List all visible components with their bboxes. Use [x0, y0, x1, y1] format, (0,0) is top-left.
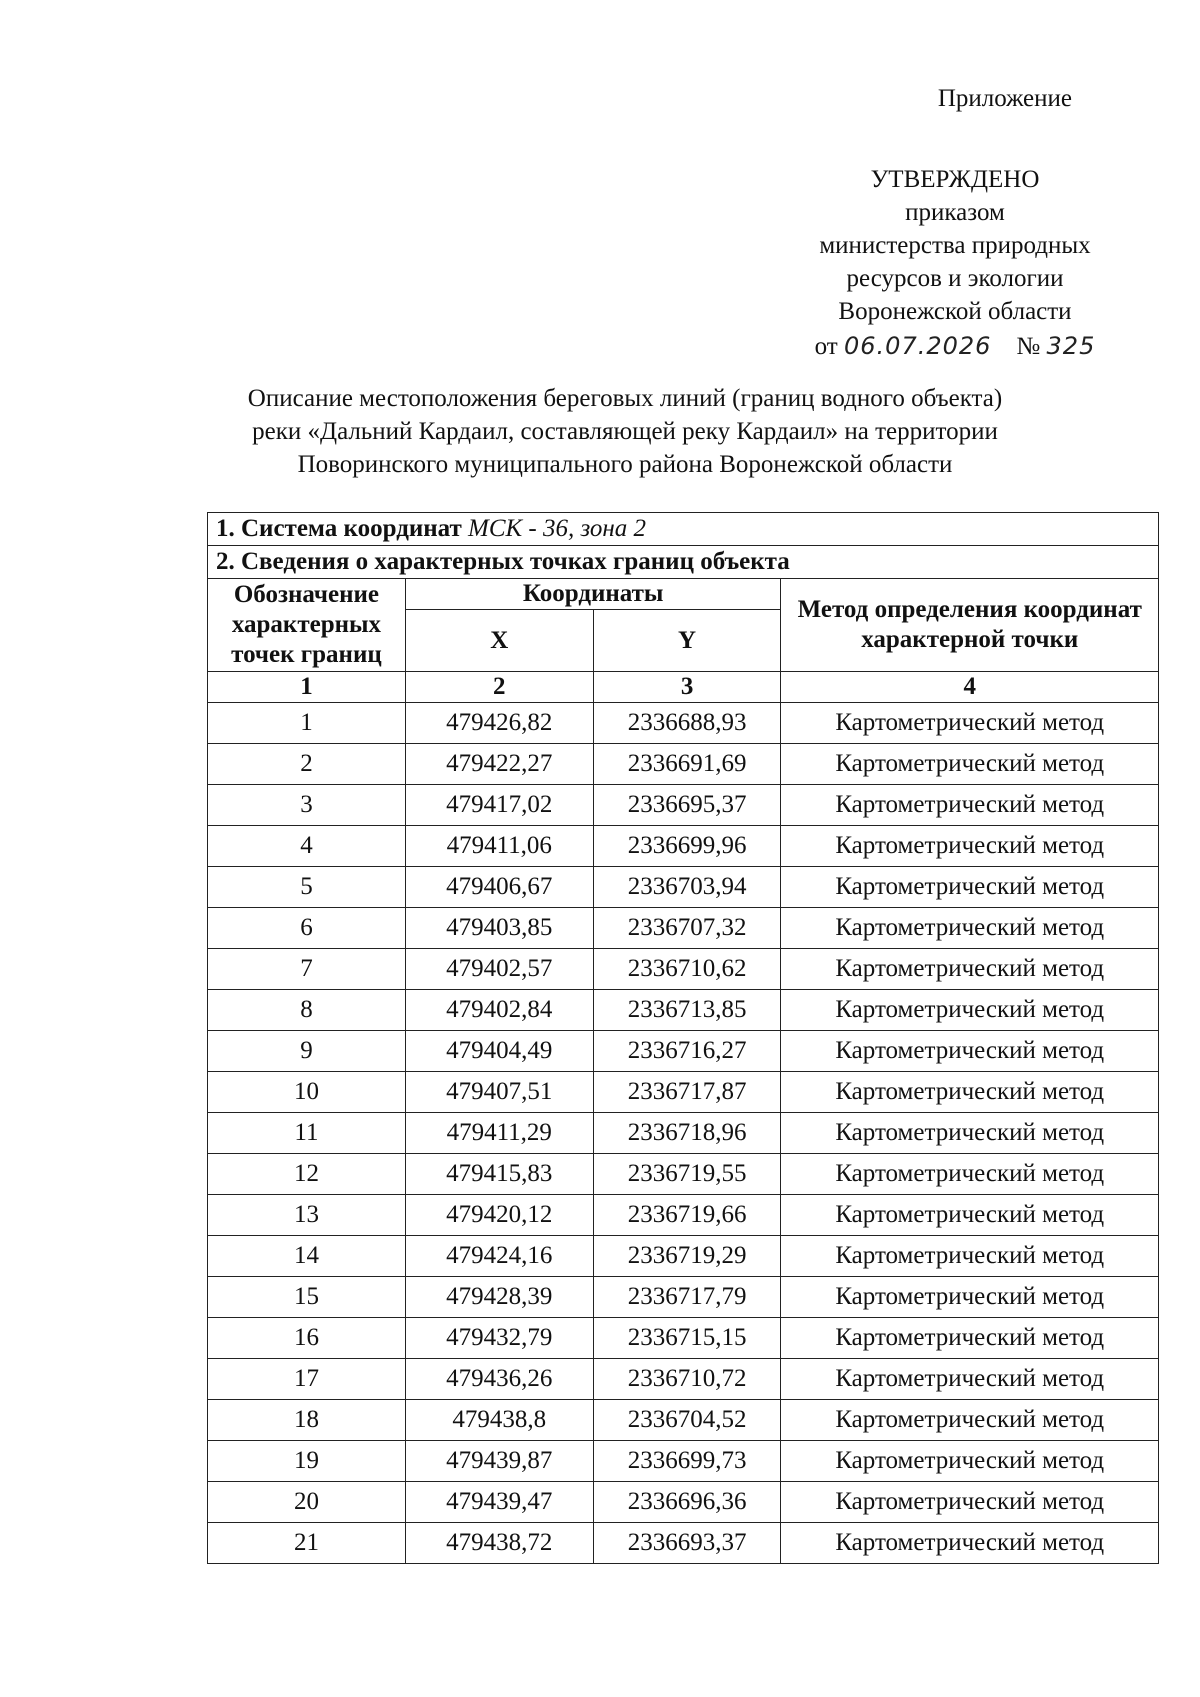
y-coordinate-cell: 2336707,32	[593, 908, 781, 949]
y-coordinate-cell: 2336699,73	[593, 1441, 781, 1482]
document-title	[210, 382, 1040, 481]
coordinates-table	[207, 512, 1159, 1564]
method-cell: Картометрический метод	[781, 1154, 1159, 1195]
y-coordinate-cell: 2336719,55	[593, 1154, 781, 1195]
x-coordinate-cell: 479406,67	[405, 867, 593, 908]
point-number-cell: 9	[208, 1031, 406, 1072]
table-row	[208, 1195, 1159, 1236]
x-coordinate-cell: 479438,8	[405, 1400, 593, 1441]
y-coordinate-cell: 2336717,87	[593, 1072, 781, 1113]
x-coordinate-cell: 479403,85	[405, 908, 593, 949]
y-coordinate-cell: 2336703,94	[593, 867, 781, 908]
coordinate-system-label: 1. Система координат	[216, 515, 462, 542]
table-row	[208, 1277, 1159, 1318]
y-coordinate-cell: 2336718,96	[593, 1113, 781, 1154]
point-number-cell: 13	[208, 1195, 406, 1236]
point-number-cell: 4	[208, 826, 406, 867]
point-number-cell: 20	[208, 1482, 406, 1523]
method-cell: Картометрический метод	[781, 1031, 1159, 1072]
approved-label: УТВЕРЖДЕНО	[870, 166, 1040, 193]
order-date-number	[780, 330, 1130, 363]
method-cell: Картометрический метод	[781, 1113, 1159, 1154]
table-row	[208, 1236, 1159, 1277]
y-coordinate-cell: 2336695,37	[593, 785, 781, 826]
point-number-cell: 18	[208, 1400, 406, 1441]
title-line: Описание местоположения береговых линий (границ водного объекта)	[247, 385, 1003, 412]
approval-line: приказом	[905, 199, 1005, 226]
method-cell: Картометрический метод	[781, 867, 1159, 908]
handwritten-date: 06.07.2026	[844, 332, 992, 360]
x-coordinate-cell: 479428,39	[405, 1277, 593, 1318]
title-line: Поворинского муниципального района Воронежской области	[297, 451, 953, 478]
y-coordinate-cell: 2336704,52	[593, 1400, 781, 1441]
approval-line: ресурсов и экологии	[846, 265, 1064, 292]
col-header-x: X	[405, 610, 593, 672]
point-number-cell: 21	[208, 1523, 406, 1564]
column-number: 4	[781, 672, 1159, 703]
table-row	[208, 1113, 1159, 1154]
col-header-y: Y	[593, 610, 781, 672]
table-row	[208, 1031, 1159, 1072]
method-cell: Картометрический метод	[781, 1195, 1159, 1236]
method-cell: Картометрический метод	[781, 703, 1159, 744]
x-coordinate-cell: 479417,02	[405, 785, 593, 826]
method-cell: Картометрический метод	[781, 1072, 1159, 1113]
method-cell: Картометрический метод	[781, 785, 1159, 826]
x-coordinate-cell: 479407,51	[405, 1072, 593, 1113]
y-coordinate-cell: 2336688,93	[593, 703, 781, 744]
point-number-cell: 6	[208, 908, 406, 949]
x-coordinate-cell: 479415,83	[405, 1154, 593, 1195]
point-number-cell: 3	[208, 785, 406, 826]
table-row	[208, 1072, 1159, 1113]
point-number-cell: 16	[208, 1318, 406, 1359]
x-coordinate-cell: 479426,82	[405, 703, 593, 744]
col-header-coordinates: Координаты	[405, 579, 781, 610]
point-number-cell: 5	[208, 867, 406, 908]
x-coordinate-cell: 479402,84	[405, 990, 593, 1031]
x-coordinate-cell: 479402,57	[405, 949, 593, 990]
point-number-cell: 8	[208, 990, 406, 1031]
approval-block	[780, 82, 1130, 363]
table-body	[208, 703, 1159, 1564]
table-row	[208, 1318, 1159, 1359]
table-row	[208, 1482, 1159, 1523]
x-coordinate-cell: 479436,26	[405, 1359, 593, 1400]
method-cell: Картометрический метод	[781, 990, 1159, 1031]
y-coordinate-cell: 2336710,62	[593, 949, 781, 990]
column-number: 3	[593, 672, 781, 703]
table-row	[208, 703, 1159, 744]
table-row	[208, 826, 1159, 867]
x-coordinate-cell: 479424,16	[405, 1236, 593, 1277]
column-number: 1	[208, 672, 406, 703]
method-cell: Картометрический метод	[781, 1400, 1159, 1441]
point-number-cell: 12	[208, 1154, 406, 1195]
y-coordinate-cell: 2336713,85	[593, 990, 781, 1031]
y-coordinate-cell: 2336699,96	[593, 826, 781, 867]
points-info-heading: 2. Сведения о характерных точках границ объекта	[208, 546, 1159, 579]
approval-line: Воронежской области	[838, 298, 1072, 325]
handwritten-number: 325	[1046, 332, 1096, 360]
method-cell: Картометрический метод	[781, 1236, 1159, 1277]
table-row	[208, 1441, 1159, 1482]
point-number-cell: 1	[208, 703, 406, 744]
y-coordinate-cell: 2336715,15	[593, 1318, 781, 1359]
date-prefix: от	[814, 333, 838, 360]
point-number-cell: 7	[208, 949, 406, 990]
table-row	[208, 785, 1159, 826]
column-number: 2	[405, 672, 593, 703]
x-coordinate-cell: 479411,06	[405, 826, 593, 867]
point-number-cell: 15	[208, 1277, 406, 1318]
column-number-row	[208, 672, 1159, 703]
x-coordinate-cell: 479411,29	[405, 1113, 593, 1154]
method-cell: Картометрический метод	[781, 1482, 1159, 1523]
x-coordinate-cell: 479422,27	[405, 744, 593, 785]
point-number-cell: 19	[208, 1441, 406, 1482]
table-row	[208, 1154, 1159, 1195]
point-number-cell: 10	[208, 1072, 406, 1113]
method-cell: Картометрический метод	[781, 826, 1159, 867]
method-cell: Картометрический метод	[781, 1441, 1159, 1482]
table-row	[208, 949, 1159, 990]
x-coordinate-cell: 479438,72	[405, 1523, 593, 1564]
x-coordinate-cell: 479404,49	[405, 1031, 593, 1072]
point-number-cell: 11	[208, 1113, 406, 1154]
approval-line: министерства природных	[819, 232, 1091, 259]
table-row	[208, 1359, 1159, 1400]
y-coordinate-cell: 2336696,36	[593, 1482, 781, 1523]
method-cell: Картометрический метод	[781, 1359, 1159, 1400]
x-coordinate-cell: 479432,79	[405, 1318, 593, 1359]
y-coordinate-cell: 2336710,72	[593, 1359, 781, 1400]
method-cell: Картометрический метод	[781, 1523, 1159, 1564]
title-line: реки «Дальний Кардаил, составляющей реку Кардаил» на территории	[252, 418, 998, 445]
table-row	[208, 1400, 1159, 1441]
table-row	[208, 1523, 1159, 1564]
x-coordinate-cell: 479439,87	[405, 1441, 593, 1482]
method-cell: Картометрический метод	[781, 1318, 1159, 1359]
y-coordinate-cell: 2336716,27	[593, 1031, 781, 1072]
table-row	[208, 908, 1159, 949]
x-coordinate-cell: 479439,47	[405, 1482, 593, 1523]
coordinate-system-value: МСК - 36, зона 2	[468, 515, 647, 542]
y-coordinate-cell: 2336693,37	[593, 1523, 781, 1564]
coordinate-system-row	[208, 513, 1159, 546]
point-number-cell: 14	[208, 1236, 406, 1277]
number-label: №	[1016, 333, 1041, 360]
x-coordinate-cell: 479420,12	[405, 1195, 593, 1236]
y-coordinate-cell: 2336691,69	[593, 744, 781, 785]
point-number-cell: 17	[208, 1359, 406, 1400]
point-number-cell: 2	[208, 744, 406, 785]
col-header-point: Обозначение характерных точек границ	[208, 579, 406, 672]
method-cell: Картометрический метод	[781, 744, 1159, 785]
table-row	[208, 990, 1159, 1031]
method-cell: Картометрический метод	[781, 1277, 1159, 1318]
table-row	[208, 867, 1159, 908]
col-header-method: Метод определения координат характерной точки	[781, 579, 1159, 672]
method-cell: Картометрический метод	[781, 949, 1159, 990]
y-coordinate-cell: 2336719,29	[593, 1236, 781, 1277]
method-cell: Картометрический метод	[781, 908, 1159, 949]
y-coordinate-cell: 2336717,79	[593, 1277, 781, 1318]
table-row	[208, 744, 1159, 785]
y-coordinate-cell: 2336719,66	[593, 1195, 781, 1236]
appendix-label: Приложение	[937, 85, 1072, 112]
